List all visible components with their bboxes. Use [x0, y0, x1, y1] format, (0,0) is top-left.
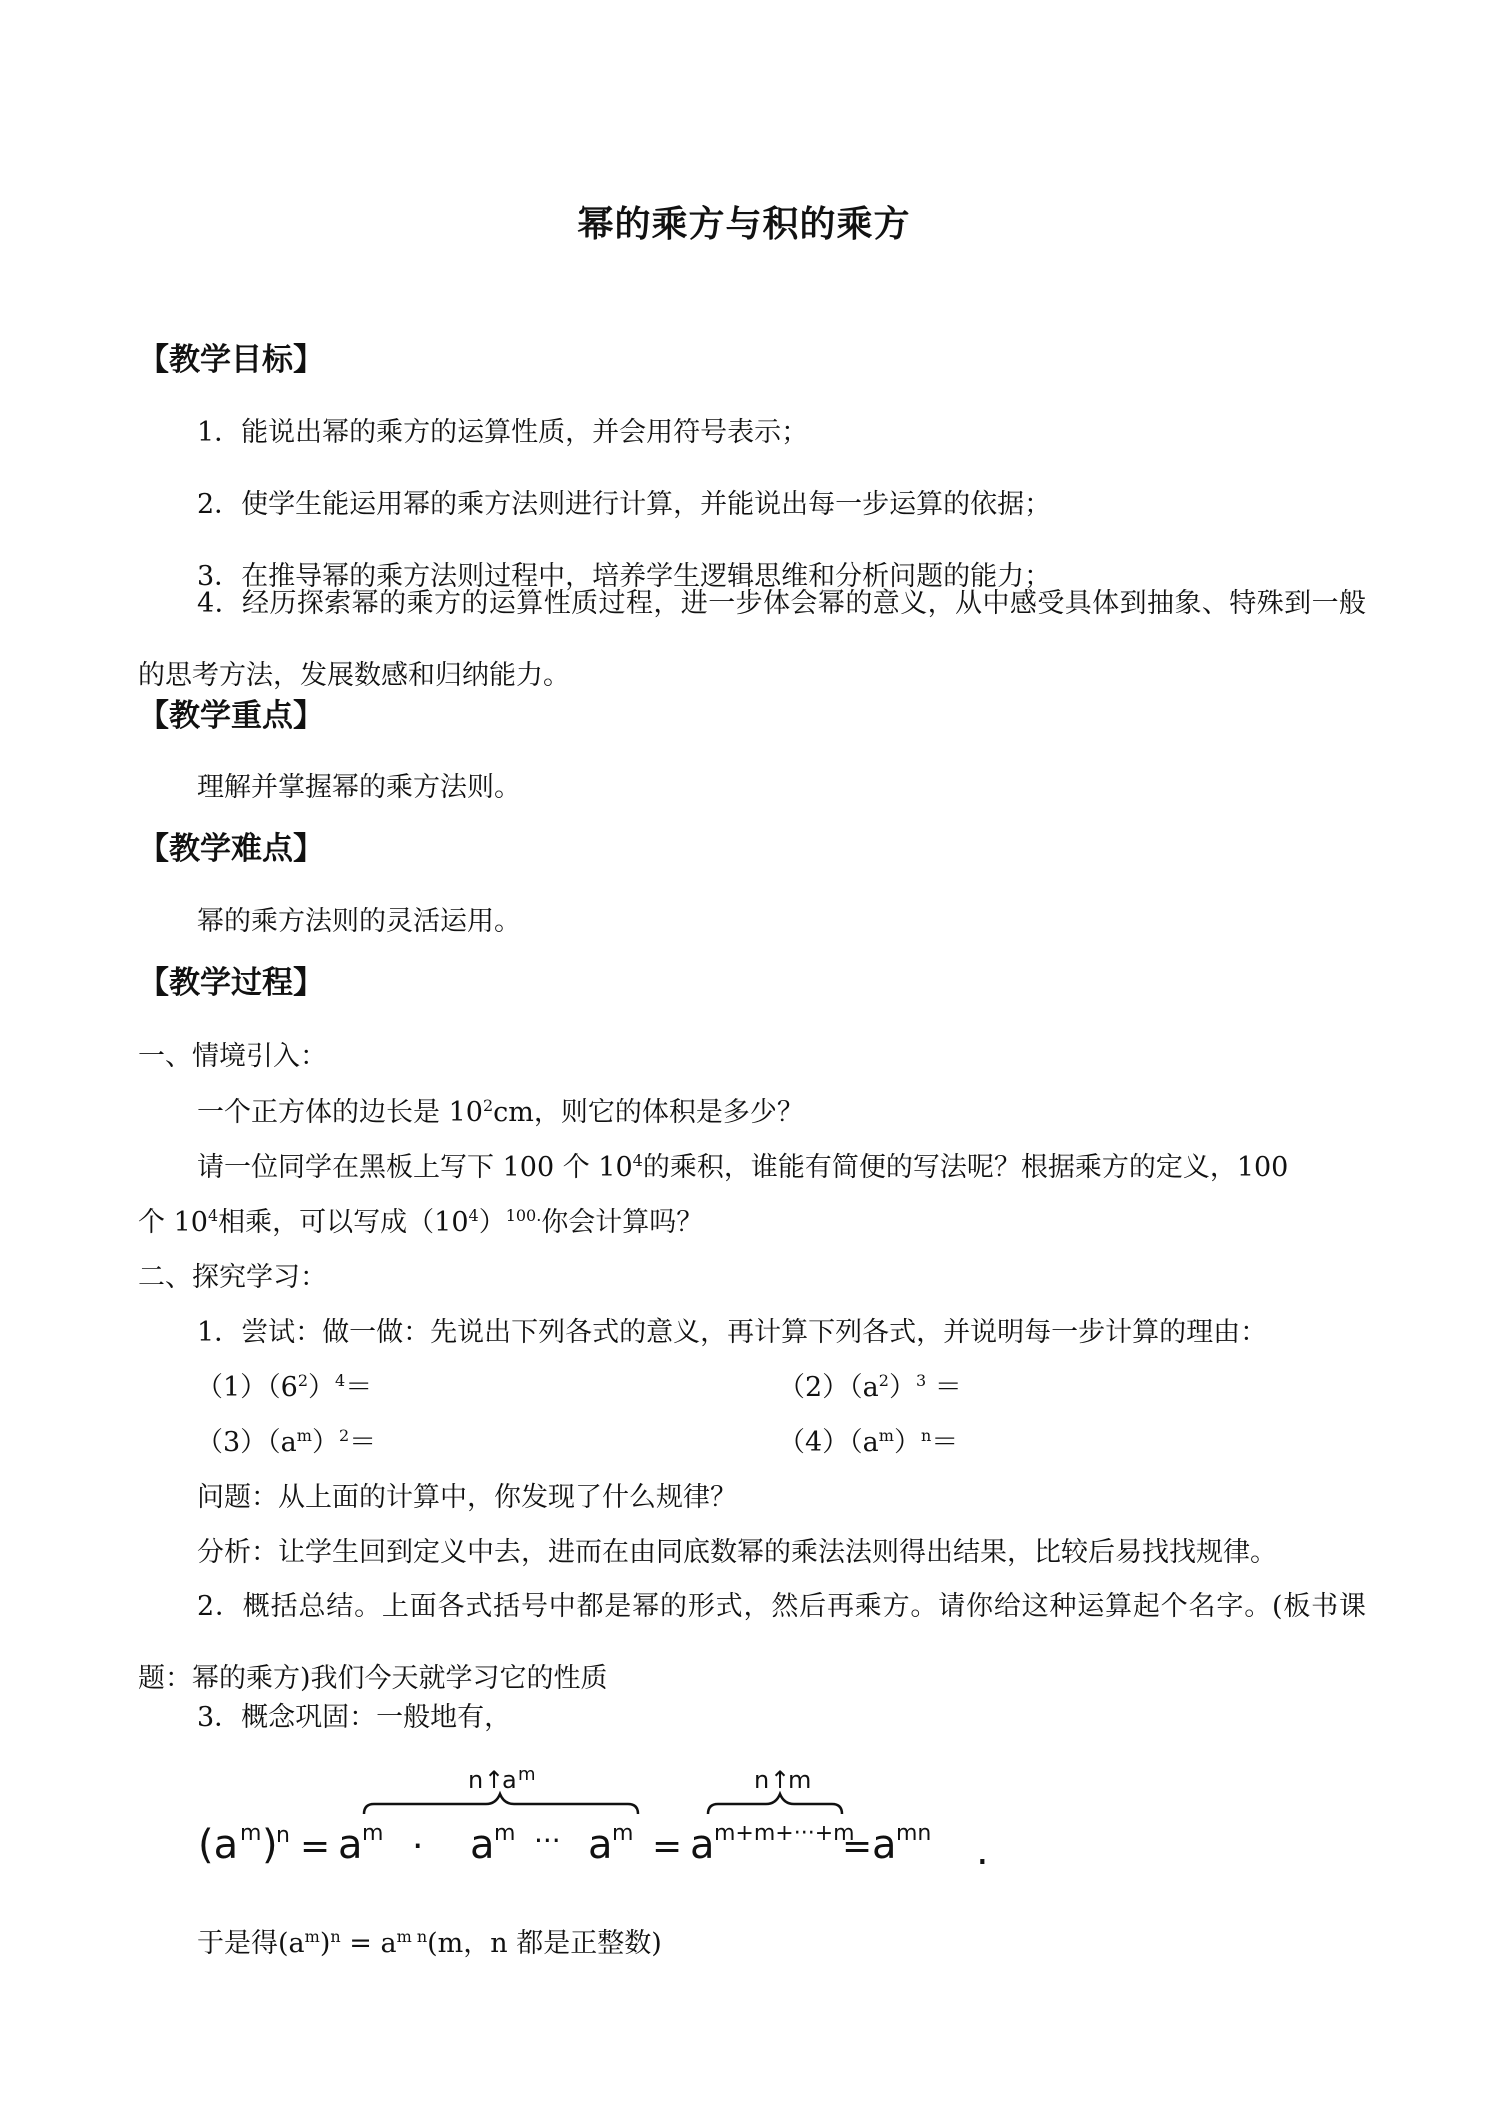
result-statement: 于是得$(a^m)^n = a^{m n}(m$，n 都是正整数) [197, 1927, 662, 1959]
goal-item-2: 2．使学生能运用幂的乘方法则进行计算，并能说出每一步运算的依据； [197, 489, 1052, 520]
cube-question: 一个正方体的边长是 $10^2cm$，则它的体积是多少？ [197, 1096, 804, 1128]
formula-eq3: = [842, 1826, 873, 1867]
summary-text: 2．概括总结。上面各式括号中都是幂的形式，然后再乘方。请你给这种运算起个名字。(板书课题：幂的乘方)我们今天就学习它的性质 [138, 1591, 1366, 1694]
difficulty-heading: 【教学难点】 [138, 831, 324, 867]
formula-dots: ··· [534, 1824, 561, 1857]
formula-term3-exp: m [612, 1821, 634, 1846]
exercise-3: $(3)(a^m)^2=$ [196, 1426, 377, 1458]
formula-result2-exp: mn [896, 1821, 932, 1846]
formula-period: . [976, 1828, 989, 1874]
key-text: 理解并掌握幂的乘方法则。 [197, 772, 521, 803]
formula-brace-1 [364, 1794, 638, 1814]
formula-lhs-exp1: m [240, 1821, 262, 1846]
try-instruction: 1．尝试：做一做：先说出下列各式的意义，再计算下列各式，并说明每一步计算的理由： [197, 1317, 1268, 1348]
formula-term2: a [470, 1822, 495, 1868]
goals-heading: 【教学目标】 [138, 342, 324, 378]
formula-result2: a [872, 1822, 897, 1868]
formula-lhs-base: (a [198, 1822, 239, 1868]
formula-term1-exp: m [362, 1821, 384, 1846]
formula-dot: · [412, 1826, 424, 1867]
brace1-label-exp: m [518, 1770, 536, 1785]
goal-item-4: 4．经历探索幂的乘方的运算性质过程，进一步体会幂的意义，从中感受具体到抽象、特殊到一般的思考方法，发展数感和归纳能力。 [138, 588, 1366, 691]
part2-label: 二、探究学习： [138, 1262, 327, 1293]
part1-label: 一、情境引入： [138, 1041, 327, 1072]
goal-item-3: 3．在推导幂的乘方法则过程中，培养学生逻辑思维和分析问题的能力； [197, 561, 1052, 592]
formula-eq1: = [300, 1826, 331, 1867]
document-title: 幂的乘方与积的乘方 [577, 203, 911, 245]
product-paragraph-line1: 请一位同学在黑板上写下 100 个 $10^4$的乘积，谁能有简便的写法呢？根据乘方的定义，100 [197, 1151, 1289, 1183]
question-text: 问题：从上面的计算中，你发现了什么规律？ [197, 1482, 737, 1513]
formula-eq2: = [652, 1826, 683, 1867]
formula-term2-exp: m [494, 1821, 516, 1846]
brace1-arrow: ↑ [484, 1770, 505, 1794]
key-heading: 【教学重点】 [138, 698, 324, 734]
brace1-label-n: n [468, 1770, 484, 1794]
brace1-label-a: a [502, 1770, 517, 1794]
formula-result1: a [690, 1822, 715, 1868]
concept-text: 3．概念巩固：一般地有， [197, 1702, 512, 1733]
exercise-1: $(1)(6^2)^4=$ [196, 1371, 373, 1403]
formula-lhs-exp2: n [276, 1823, 290, 1848]
brace2-label-n: n [754, 1770, 770, 1794]
goal-item-1: 1．能说出幂的乘方的运算性质，并会用符号表示； [197, 417, 809, 448]
analysis-text: 分析：让学生回到定义中去，进而在由同底数幂的乘法法则得出结果，比较后易找找规律。 [197, 1537, 1277, 1568]
brace2-label-m: m [788, 1770, 812, 1794]
formula-lhs-close: ) [262, 1822, 278, 1868]
formula-term3: a [588, 1822, 613, 1868]
formula-result1-exp: m+m+···+m [714, 1821, 855, 1846]
power-of-power-formula [196, 1770, 1016, 1880]
brace2-arrow: ↑ [770, 1770, 791, 1794]
difficulty-text: 幂的乘方法则的灵活运用。 [197, 906, 521, 937]
formula-term1: a [338, 1822, 363, 1868]
exercise-4: $(4)(a^m)^n=$ [778, 1426, 959, 1458]
process-heading: 【教学过程】 [138, 965, 324, 1001]
formula-brace-2 [708, 1794, 842, 1814]
product-paragraph-line2: 个 $10^4$相乘，可以写成$(10^4)^{100.}$你会计算吗？ [138, 1206, 704, 1238]
exercise-2: $(2)(a^2)^3$ ＝ [778, 1371, 962, 1403]
